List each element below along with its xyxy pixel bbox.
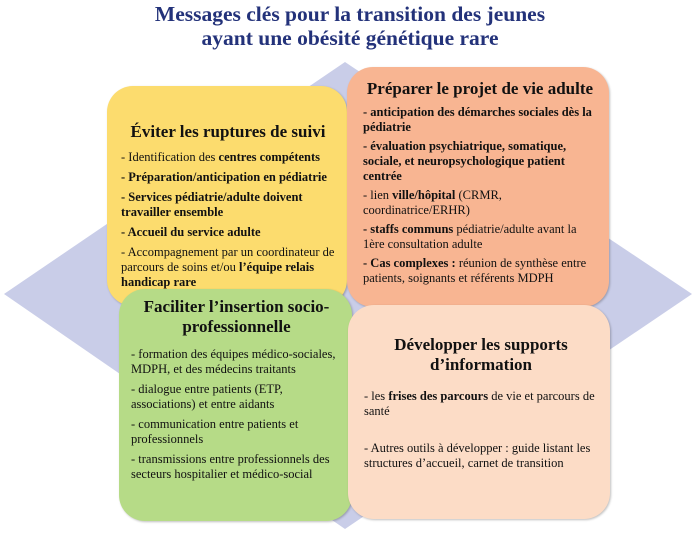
diagram-title — [0, 2, 700, 50]
list-item-text: - évaluation psychiatrique, somatique, sociale, et neuropsychologique patient centrée — [363, 139, 567, 183]
list-item — [364, 441, 598, 471]
list-item — [121, 245, 335, 290]
box-title: Éviter les ruptures de suivi — [130, 122, 326, 141]
list-item-text: - Accompagnement par un coordinateur de parcours de soins et/ou — [121, 245, 335, 274]
list-item-text: de vie et parcours de santé — [364, 389, 595, 418]
list-item-text: ville/hôpital — [392, 188, 456, 202]
list-item-text: réunion de synthèse entre patients, soignants et référents MDPH — [363, 256, 587, 285]
list-item-text: - anticipation des démarches sociales dès la pédiatrie — [363, 105, 592, 134]
list-item-text: - lien — [363, 188, 393, 202]
title-line-2: ayant une obésité génétique rare — [201, 26, 499, 50]
title-line-1: Messages clés pour la transition des jeunes — [154, 2, 546, 26]
list-item — [131, 347, 342, 377]
box-title: Développer les supports d’information — [394, 335, 568, 374]
list-item-text: - staffs communs — [363, 222, 454, 236]
list-item — [363, 222, 597, 252]
box-title: Préparer le projet de vie adulte — [366, 79, 594, 98]
item-list — [363, 105, 597, 286]
list-item — [363, 188, 597, 218]
list-item — [121, 225, 335, 240]
list-item — [131, 417, 342, 447]
list-item-text: - Autres outils à développer : guide listant les structures d’accueil, carnet de transition — [364, 441, 591, 470]
list-item-text: - Identification des — [121, 150, 219, 164]
list-item-text: - communication entre patients et professionnels — [131, 417, 299, 446]
list-item — [121, 170, 335, 185]
list-item-text: - transmissions entre professionnels des secteurs hospitalier et médico-social — [131, 452, 330, 481]
list-item — [363, 139, 597, 184]
box-title: Faciliter l’insertion socio-professionnelle — [143, 297, 330, 336]
list-item-text: - les — [364, 389, 389, 403]
list-item-text: - Services pédiatrie/adulte doivent travailler ensemble — [121, 190, 303, 219]
box-eviter-ruptures — [107, 86, 347, 306]
list-item-text: - formation des équipes médico-sociales, MDPH, et des médecins traitants — [131, 347, 336, 376]
list-item-text: frises des parcours — [388, 389, 489, 403]
list-item — [121, 150, 335, 165]
list-item — [131, 382, 342, 412]
item-list — [364, 389, 598, 471]
list-item-text: pédiatrie/adulte avant la 1ère consultation adulte — [363, 222, 577, 251]
list-item-text: - Cas complexes : — [363, 256, 456, 270]
list-item — [363, 105, 597, 135]
box-supports-information — [348, 305, 610, 519]
list-item-text: centres compétents — [218, 150, 321, 164]
item-list — [121, 150, 335, 290]
list-item-text: (CRMR, coordinatrice/ERHR) — [363, 188, 502, 217]
box-insertion-socio-professionnelle — [119, 289, 352, 521]
list-item-text: - dialogue entre patients (ETP, associations) et entre aidants — [131, 382, 283, 411]
list-item-text: - Préparation/anticipation en pédiatrie — [121, 170, 327, 184]
list-item — [121, 190, 335, 220]
list-item-text: l’équipe relais handicap rare — [121, 260, 315, 289]
list-item-text: - Accueil du service adulte — [121, 225, 261, 239]
list-item — [363, 256, 597, 286]
item-list — [131, 347, 342, 482]
list-item — [131, 452, 342, 482]
list-item — [364, 389, 598, 419]
box-projet-vie-adulte — [347, 67, 609, 307]
